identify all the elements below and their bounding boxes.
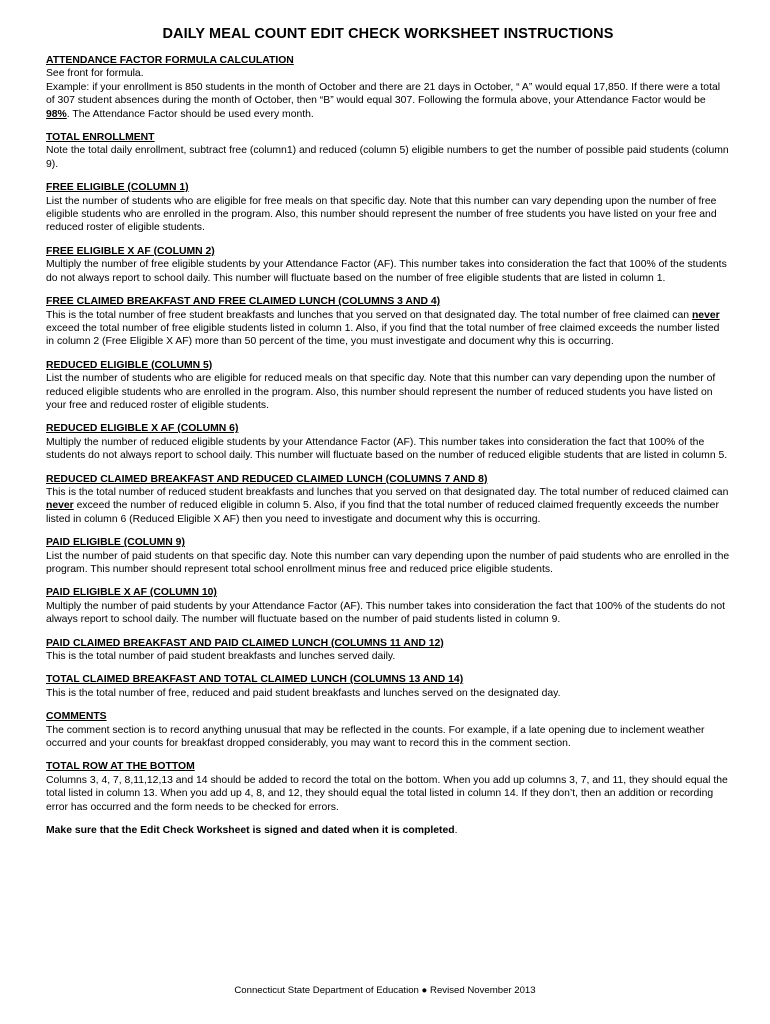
section-body: This is the total number of paid student breakfasts and lunches served daily.	[46, 651, 396, 663]
section-body: List the number of students who are eligible for reduced meals on that specific day. Note that this number can vary depending upon the number of reduced eligible students who are enrolled in the program. Also, this number should represent the number of reduced students you have listed on your free and reduced roster of eligible students.	[46, 373, 716, 411]
section-heading: FREE ELIGIBLE X AF (COLUMN 2)	[46, 245, 215, 257]
section-body	[46, 486, 730, 526]
section-total-enrollment	[46, 131, 730, 171]
section-reduced-eligible-af	[46, 422, 730, 462]
section-heading: PAID ELIGIBLE X AF (COLUMN 10)	[46, 587, 217, 599]
section-body	[46, 67, 730, 121]
final-note-text: Make sure that the Edit Check Worksheet is signed and dated when it is completed	[46, 825, 455, 837]
section-heading: REDUCED CLAIMED BREAKFAST AND REDUCED CLAIMED LUNCH (COLUMNS 7 AND 8)	[46, 473, 488, 485]
section-heading: COMMENTS	[46, 711, 107, 723]
section-total-claimed	[46, 673, 730, 700]
body-text-part: Example: if your enrollment is 850 students in the month of October and there are 21 days in October, “ A” would equal 17,850. If there were a total of 307 student absences during the month of October, then “B” would equal 307. Following the formula above, your Attendance Factor would be	[46, 81, 721, 107]
section-body: Columns 3, 4, 7, 8,11,12,13 and 14 should be added to record the total on the bottom. When you add up columns 3, 7, and 11, they should equal the total listed in column 13. When you add up 4, 8, and 12, they should equal the total listed in column 14. If they don’t, then an addition or recording error has occurred and the form needs to be checked for errors.	[46, 774, 728, 813]
section-body: The comment section is to record anything unusual that may be reflected in the counts. For example, if a late opening due to inclement weather occurred and your counts for breakfast dropped considerably, you may want to record this in the comment section.	[46, 724, 705, 750]
document-page	[46, 26, 730, 838]
section-body	[46, 309, 730, 349]
section-heading: FREE CLAIMED BREAKFAST AND FREE CLAIMED LUNCH (COLUMNS 3 AND 4)	[46, 296, 441, 308]
section-body: Multiply the number of paid students by your Attendance Factor (AF). This number takes into consideration the fact that 100% of the students do not always report to school daily. The number will fluctuate based on the number of paid students listed in column 9.	[46, 600, 726, 626]
section-body: List the number of students who are eligible for free meals on that specific day. Note that this number can vary depending upon the number of free eligible students who are enrolled in the program. Also, this number should represent the number of free students you have listed on your free and reduced roster of eligible students.	[46, 195, 717, 234]
emphasis-text: never	[46, 500, 74, 512]
section-paid-eligible-af	[46, 586, 730, 626]
section-body: Multiply the number of free eligible students by your Attendance Factor (AF). This number takes into consideration the fact that 100% of the students do not always report to school daily. This number will fluctuate based on the number of free eligible students that are listed in column 1.	[46, 259, 727, 284]
body-line: See front for formula.	[46, 68, 144, 80]
section-heading: ATTENDANCE FACTOR FORMULA CALCULATION	[46, 55, 294, 66]
section-heading: REDUCED ELIGIBLE (COLUMN 5)	[46, 359, 213, 371]
section-heading: TOTAL ENROLLMENT	[46, 132, 155, 144]
section-heading: TOTAL CLAIMED BREAKFAST AND TOTAL CLAIMED LUNCH (COLUMNS 13 AND 14)	[46, 674, 464, 686]
emphasis-text: 98%	[46, 108, 67, 120]
section-reduced-claimed	[46, 473, 730, 527]
section-paid-claimed	[46, 637, 730, 664]
page-footer: Connecticut State Department of Education ● Revised November 2013	[234, 985, 536, 996]
body-text-part: exceed the number of reduced eligible in column 5. Also, if you find that the total number of reduced claimed frequently exceeds the number listed in column 6 (Reduced Eligible X AF) then you need to investigate and document why this is occurring.	[46, 500, 719, 525]
section-free-eligible-af	[46, 245, 730, 285]
section-reduced-eligible	[46, 359, 730, 413]
section-free-eligible	[46, 181, 730, 235]
section-heading: FREE ELIGIBLE (COLUMN 1)	[46, 182, 189, 194]
final-note-period: .	[454, 825, 458, 837]
section-paid-eligible	[46, 536, 730, 576]
section-free-claimed	[46, 295, 730, 349]
section-heading: PAID ELIGIBLE (COLUMN 9)	[46, 537, 185, 549]
section-body: List the number of paid students on that specific day. Note this number can vary depending upon the number of paid students who are enrolled in the program. This number should represent total school enrollment minus free and reduced price eligible students.	[46, 550, 730, 575]
section-body: Note the total daily enrollment, subtract free (column1) and reduced (column 5) eligible numbers to get the number of possible paid students (column 9).	[46, 145, 729, 170]
section-heading: PAID CLAIMED BREAKFAST AND PAID CLAIMED LUNCH (COLUMNS 11 AND 12)	[46, 637, 444, 649]
body-text-part: This is the total number of free student breakfasts and lunches that you served on that designated day. The total number of free claimed can	[46, 309, 692, 321]
section-body: Multiply the number of reduced eligible students by your Attendance Factor (AF). This number takes into consideration the fact that 100% of the students do not always report to school daily. This number will fluctuate based on the number of reduced eligible students that are listed in column 5.	[46, 436, 728, 462]
emphasis-text: never	[691, 309, 720, 321]
section-heading: REDUCED ELIGIBLE X AF (COLUMN 6)	[46, 423, 239, 435]
section-attendance-factor	[46, 54, 730, 121]
body-text-part: . The Attendance Factor should be used every month.	[66, 108, 314, 120]
final-note	[46, 824, 730, 837]
body-text-part: This is the total number of reduced student breakfasts and lunches that you served on that designated day. The total number of reduced claimed can	[46, 486, 729, 498]
section-body: This is the total number of free, reduced and paid student breakfasts and lunches served on the designated day.	[46, 687, 561, 699]
page-title: DAILY MEAL COUNT EDIT CHECK WORKSHEET INSTRUCTIONS	[162, 26, 614, 42]
body-text-part: exceed the total number of free eligible students listed in column 1. Also, if you find that the total number of free claimed exceeds the number listed in column 2 (Free Eligible X AF) more than 50 percent of the time, you must investigate and document why this is occurring.	[46, 322, 720, 348]
section-heading: TOTAL ROW AT THE BOTTOM	[46, 761, 195, 773]
section-comments	[46, 710, 730, 750]
body-paragraph	[46, 81, 730, 121]
section-total-row	[46, 760, 730, 814]
